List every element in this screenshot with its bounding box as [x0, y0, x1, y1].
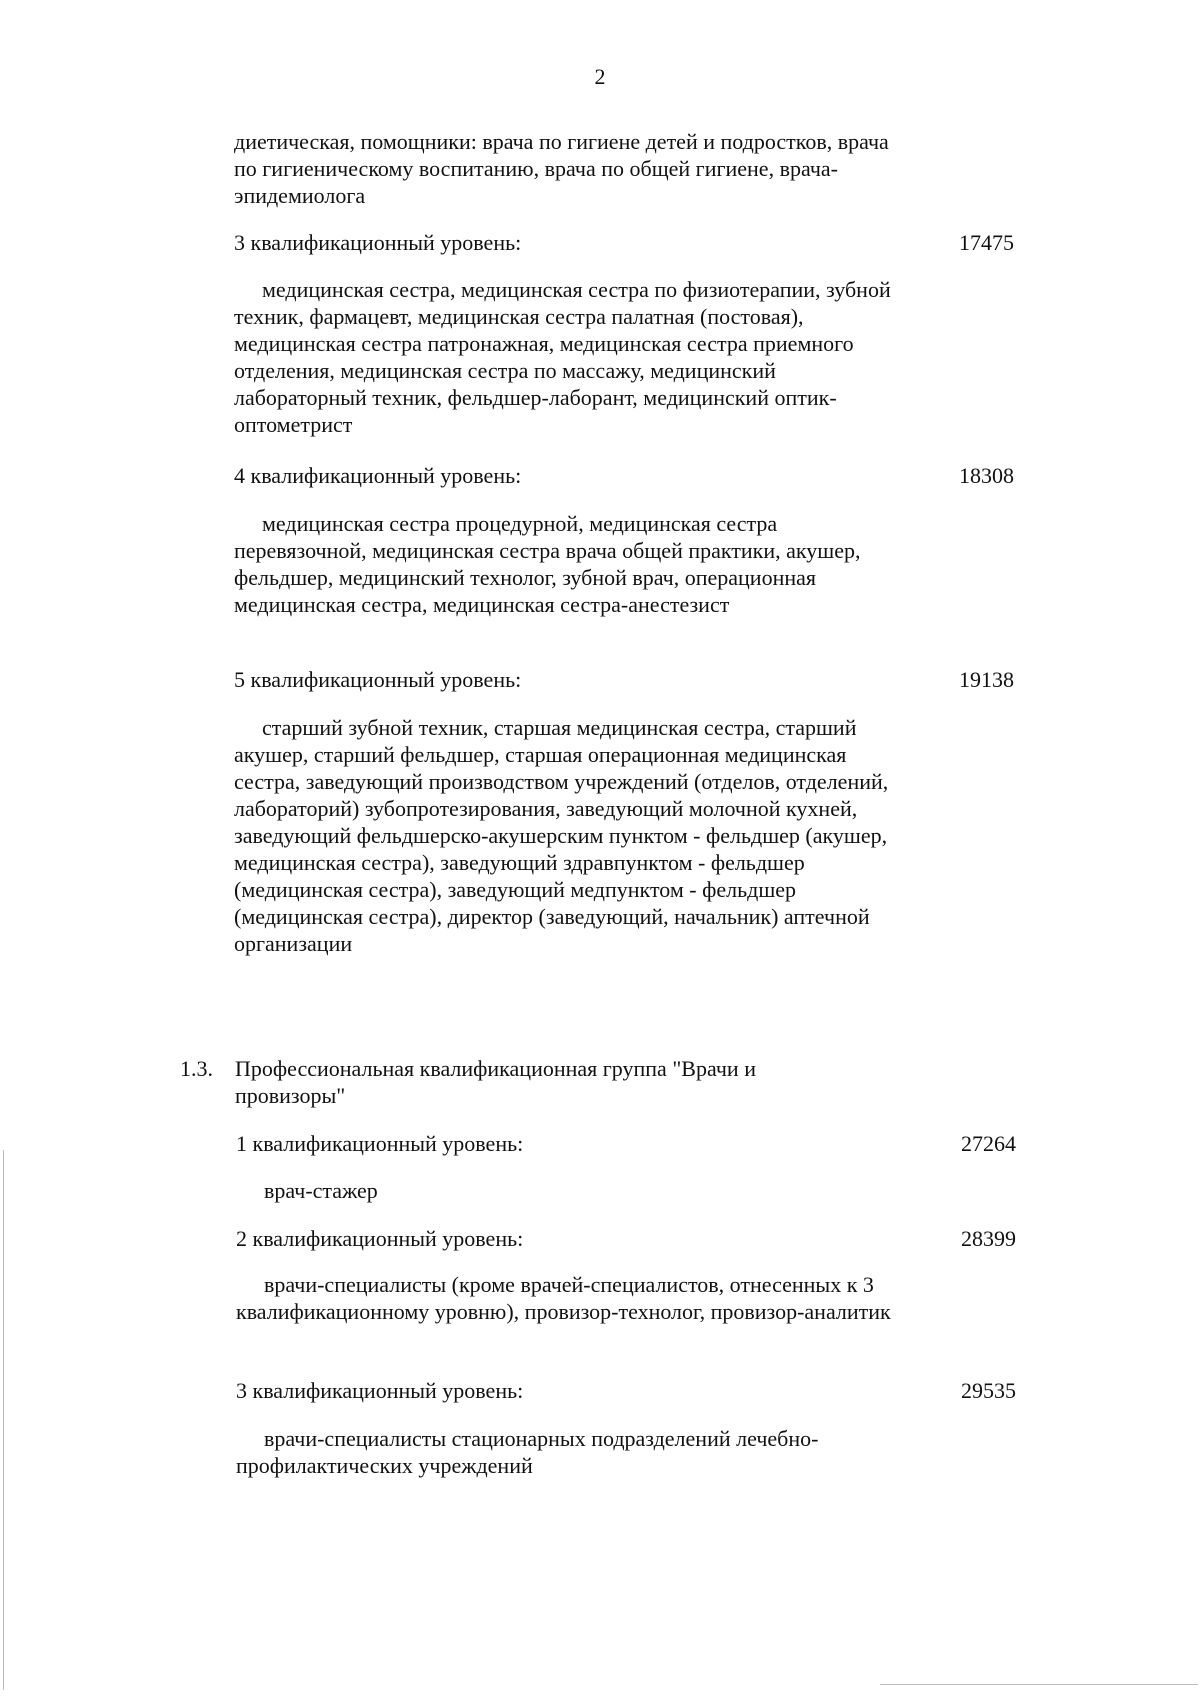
level-5-heading: [234, 666, 1014, 693]
level-label: 3 квалификационный уровень:: [236, 1378, 524, 1403]
level-label: 3 квалификационный уровень:: [234, 230, 522, 255]
salary-amount: 19138: [959, 667, 1014, 692]
doctor-level-1-positions: врач-стажер: [264, 1178, 378, 1203]
level-3-positions: медицинская сестра, медицинская сестра по физиотерапии, зубной техник, фармацевт, медицинская сестра палатная (постовая), медицинская сестра патронажная, медицинская сестра приемного отделения, медицинская сестра по массажу, медицинский лабораторный техник, фельдшер-лаборант, медицинский оптик-оптометрист: [234, 277, 891, 437]
level-4-positions: медицинская сестра процедурной, медицинская сестра перевязочной, медицинская сестра врача общей практики, акушер, фельдшер, медицинский технолог, зубной врач, операционная медицинская сестра, медицинская сестра-анестезист: [234, 511, 861, 617]
scan-edge-line: [3, 1150, 4, 1690]
doctor-level-2-heading: [236, 1225, 1016, 1252]
section-1-3-heading: [180, 1055, 835, 1109]
salary-amount: 28399: [961, 1226, 1016, 1251]
salary-amount: 27264: [961, 1131, 1016, 1156]
section-number: 1.3.: [180, 1056, 213, 1081]
scan-bottom-line: [880, 1684, 1198, 1685]
level-label: 4 квалификационный уровень:: [234, 463, 522, 488]
salary-amount: 29535: [961, 1378, 1016, 1403]
intro-paragraph: диетическая, помощники: врача по гигиене детей и подростков, врача по гигиеническому воспитанию, врача по общей гигиене, врача-эпидемиолога: [234, 129, 889, 208]
doctor-level-3-positions: врачи-специалисты стационарных подразделений лечебно-профилактических учреждений: [236, 1426, 819, 1478]
level-4-heading: [234, 462, 1014, 489]
doctor-level-1-heading: [236, 1130, 1016, 1157]
salary-amount: 17475: [959, 230, 1014, 255]
level-label: 5 квалификационный уровень:: [234, 667, 522, 692]
section-title: Профессиональная квалификационная группа "Врачи и провизоры": [235, 1056, 756, 1108]
level-5-positions: старший зубной техник, старшая медицинская сестра, старший акушер, старший фельдшер, старшая операционная медицинская сестра, заведующий производством учреждений (отделов, отделений, лабораторий) зубопротезирования, заведующий молочной кухней, заведующий фельдшерско-акушерским пунктом - фельдшер (акушер, медицинская сестра), заведующий здравпунктом - фельдшер (медицинская сестра), заведующий медпунктом - фельдшер (медицинская сестра), директор (заведующий, начальник) аптечной организации: [234, 715, 889, 956]
doctor-level-3-heading: [236, 1377, 1016, 1404]
salary-amount: 18308: [959, 463, 1014, 488]
level-label: 2 квалификационный уровень:: [236, 1226, 524, 1251]
doctor-level-2-positions: врачи-специалисты (кроме врачей-специалистов, отнесенных к 3 квалификационному уровню), провизор-технолог, провизор-аналитик: [236, 1272, 891, 1324]
level-3-heading: [234, 229, 1014, 256]
level-label: 1 квалификационный уровень:: [236, 1131, 524, 1156]
page-number: 2: [594, 64, 606, 89]
